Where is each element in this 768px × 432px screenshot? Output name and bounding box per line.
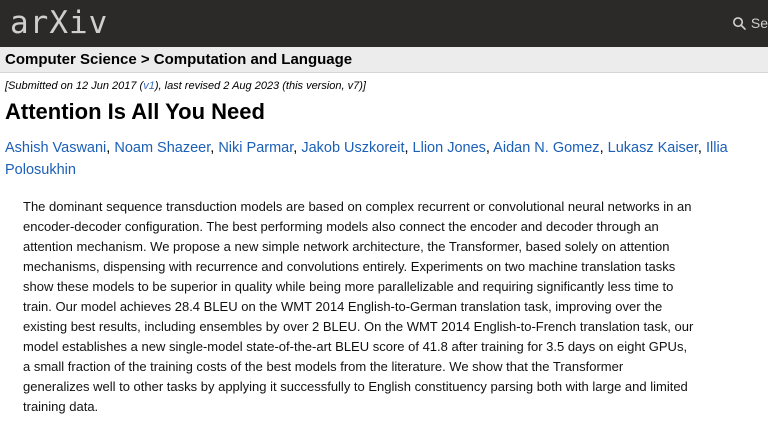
search-label[interactable]: Se bbox=[750, 15, 768, 31]
author-link[interactable]: Aidan N. Gomez bbox=[493, 140, 600, 156]
submission-history bbox=[5, 80, 366, 92]
author-link[interactable]: Niki Parmar bbox=[218, 140, 294, 156]
author-link[interactable]: Ashish Vaswani bbox=[5, 140, 107, 156]
author-link[interactable]: Illia Polosukhin bbox=[5, 140, 728, 178]
author-separator: , bbox=[106, 140, 115, 156]
author-separator: , bbox=[697, 140, 706, 156]
abstract-line: mechanisms, dispensing with recurrence and convolutions entirely. Experiments on two machine translation tasks bbox=[23, 259, 676, 274]
abstract-line: train. Our model achieves 28.4 BLEU on the WMT 2014 English-to-German translation task, improving over the bbox=[23, 299, 663, 314]
search-box[interactable] bbox=[732, 13, 768, 33]
author-link[interactable]: Llion Jones bbox=[412, 140, 486, 156]
arxiv-logo[interactable]: arXiv bbox=[10, 5, 109, 41]
breadcrumb-bar bbox=[0, 47, 768, 73]
abstract-line: attention mechanism. We propose a new simple network architecture, the Transformer, based solely on attention bbox=[23, 239, 670, 254]
abstract-line: generalizes well to other tasks by applying it successfully to English constituency parsing both with large and limited bbox=[23, 379, 688, 394]
abstract-line: model establishes a new single-model state-of-the-art BLEU score of 41.8 after training for 3.5 days on eight GPUs, bbox=[23, 339, 688, 354]
abstract-line: show these models to be superior in quality while being more parallelizable and requiring significantly less time to bbox=[23, 279, 674, 294]
search-icon[interactable] bbox=[732, 16, 747, 31]
author-separator: , bbox=[485, 140, 494, 156]
page-title: Attention Is All You Need bbox=[5, 99, 265, 124]
abstract bbox=[23, 197, 748, 417]
author-separator: , bbox=[599, 140, 608, 156]
abstract-line: The dominant sequence transduction models are based on complex recurrent or convolutional neural networks in an bbox=[23, 199, 692, 214]
abstract-line: existing best results, including ensembles by over 2 BLEU. On the WMT 2014 English-to-French translation task, our bbox=[23, 319, 694, 334]
abstract-line: a small fraction of the training costs of the best models from the literature. We show that the Transformer bbox=[23, 359, 624, 374]
author-separator: , bbox=[293, 140, 302, 156]
site-header bbox=[0, 0, 768, 47]
abstract-line: encoder-decoder configuration. The best performing models also connect the encoder and decoder through an bbox=[23, 219, 659, 234]
submission-suffix: ), last revised 2 Aug 2023 (this version, v7)] bbox=[154, 80, 366, 92]
author-link[interactable]: Lukasz Kaiser bbox=[607, 140, 698, 156]
author-separator: , bbox=[404, 140, 413, 156]
submission-prefix: [Submitted on 12 Jun 2017 ( bbox=[5, 80, 144, 92]
author-separator: , bbox=[210, 140, 219, 156]
author-link[interactable]: Jakob Uszkoreit bbox=[301, 140, 405, 156]
author-link[interactable]: Noam Shazeer bbox=[114, 140, 211, 156]
author-list bbox=[5, 137, 765, 181]
version-v1-link[interactable]: v1 bbox=[143, 80, 155, 92]
abstract-line: training data. bbox=[23, 399, 99, 414]
breadcrumb[interactable]: Computer Science > Computation and Language bbox=[5, 51, 353, 68]
